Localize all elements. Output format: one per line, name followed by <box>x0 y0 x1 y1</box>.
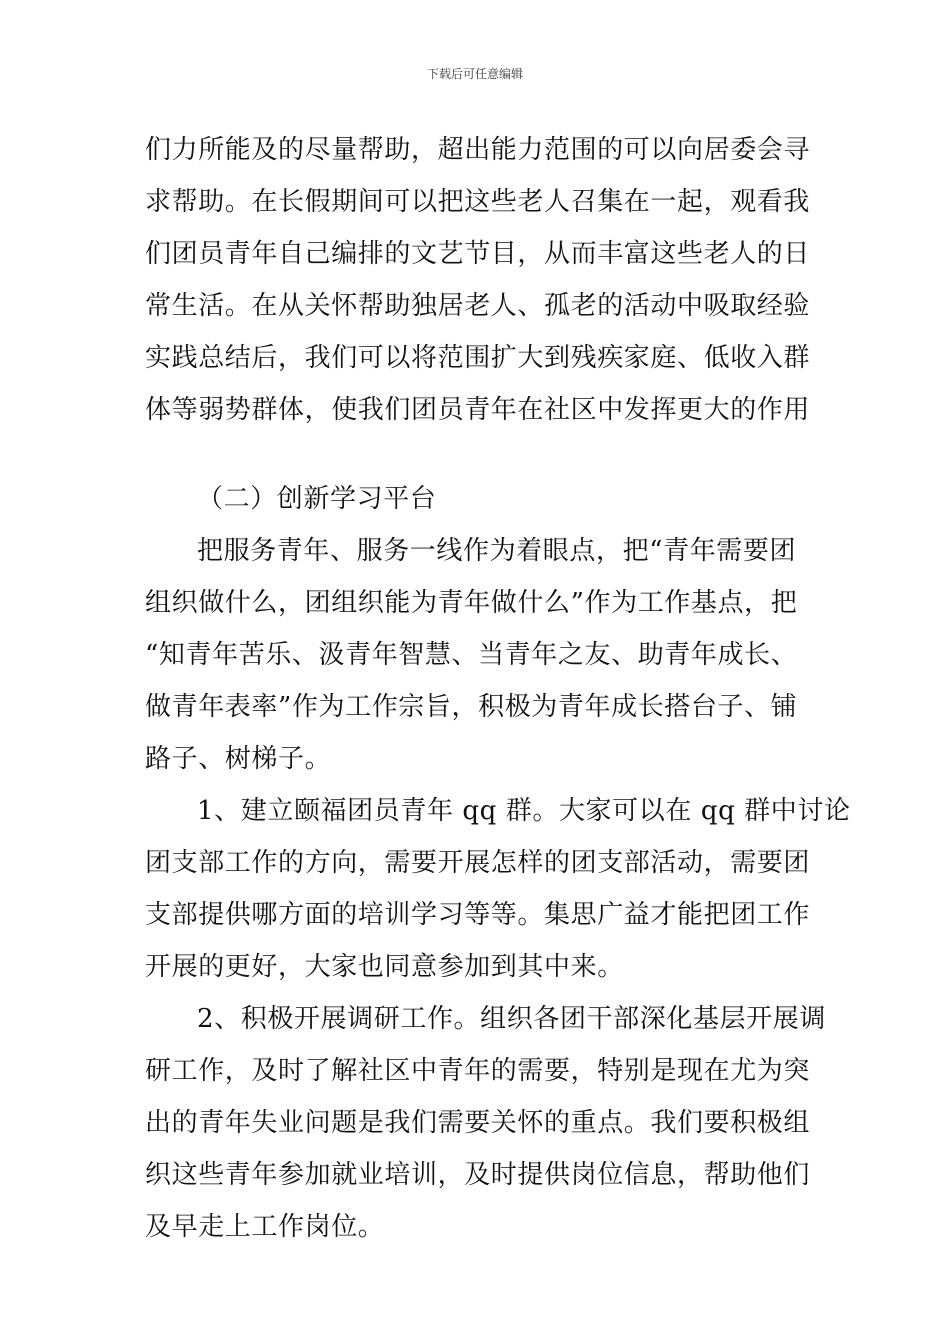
item-1-paragraph <box>145 785 851 993</box>
page-header-note: 下载后可任意编辑 <box>426 67 523 81</box>
text-line: 开展的更好，大家也同意参加到其中来。 <box>145 952 624 982</box>
text-line: 出的青年失业问题是我们需要关怀的重点。我们要积极组 <box>145 1108 811 1138</box>
section-heading: （二）创新学习平台 <box>197 484 437 514</box>
text-line: 体等弱势群体，使我们团员青年在社区中发挥更大的作用 <box>145 395 811 425</box>
text-line: 把服务青年、服务一线作为着眼点，把“青年需要团 <box>197 536 797 566</box>
text-line: 常生活。在从关怀帮助独居老人、孤老的活动中吸取经验 <box>145 291 811 321</box>
section-learning-platform <box>145 473 851 1253</box>
intro-paragraph <box>145 525 815 785</box>
text-line: 支部提供哪方面的培训学习等等。集思广益才能把团工作 <box>145 900 811 930</box>
text-line: 们力所能及的尽量帮助，超出能力范围的可以向居委会寻 <box>145 135 811 165</box>
text-line: 2、积极开展调研工作。组织各团干部深化基层开展调 <box>197 1004 826 1034</box>
text-line: 研工作，及时了解社区中青年的需要，特别是现在尤为突 <box>145 1056 811 1086</box>
text-line: 织这些青年参加就业培训，及时提供岗位信息，帮助他们 <box>145 1160 811 1190</box>
text-line: 求帮助。在长假期间可以把这些老人召集在一起，观看我 <box>145 187 811 217</box>
text-line: 团支部工作的方向，需要开展怎样的团支部活动，需要团 <box>145 848 811 878</box>
text-line: 们团员青年自己编排的文艺节目，从而丰富这些老人的日 <box>145 239 811 269</box>
text-line: 1、建立颐福团员青年 qq 群。大家可以在 qq 群中讨论 <box>197 796 851 826</box>
text-line: 组织做什么，团组织能为青年做什么”作为工作基点，把 <box>145 588 798 618</box>
text-line: “知青年苦乐、汲青年智慧、当青年之友、助青年成长、 <box>145 640 798 670</box>
text-line: 路子、树梯子。 <box>145 744 332 774</box>
item-2-paragraph <box>145 993 826 1253</box>
text-line: 做青年表率”作为工作宗旨，积极为青年成长搭台子、铺 <box>145 692 798 722</box>
text-line: 实践总结后，我们可以将范围扩大到残疾家庭、低收入群 <box>145 343 811 373</box>
text-line: 及早走上工作岗位。 <box>145 1212 385 1242</box>
continuation-paragraph <box>145 124 815 436</box>
